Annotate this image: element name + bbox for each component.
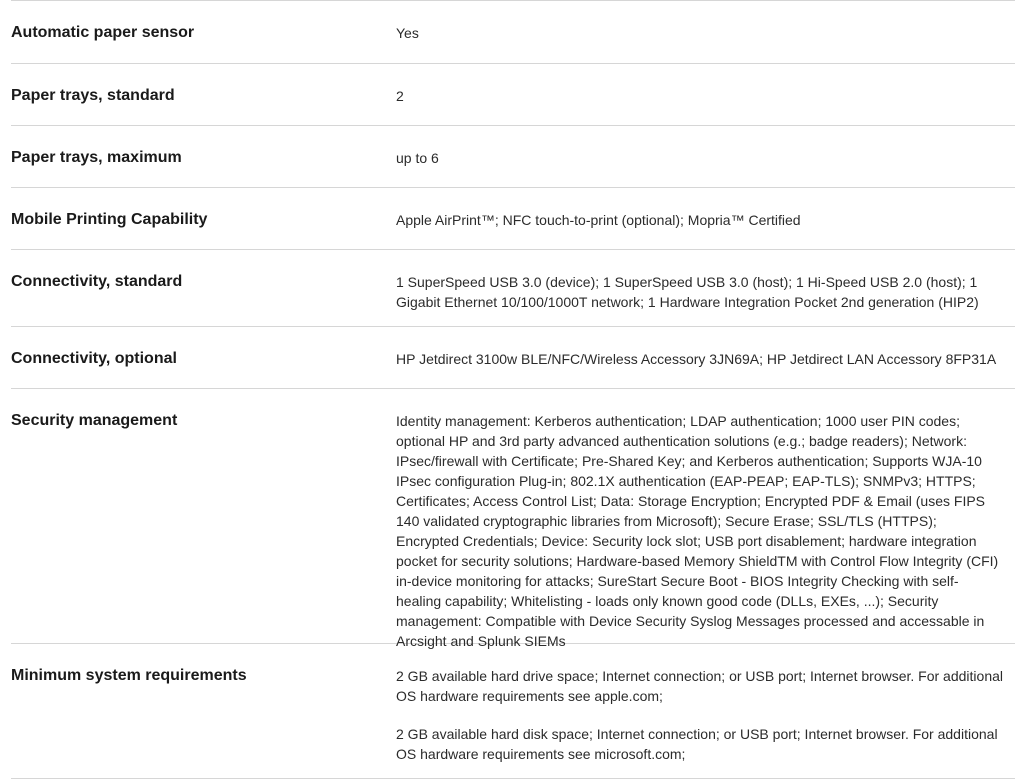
spec-value: Yes	[396, 25, 419, 41]
spec-label: Mobile Printing Capability	[11, 211, 208, 228]
spec-row-automatic-paper-sensor	[11, 1, 1015, 64]
spec-value: Apple AirPrint™; NFC touch-to-print (optional); Mopria™ Certified	[396, 212, 801, 228]
spec-row-connectivity-standard	[11, 250, 1015, 327]
spec-label: Connectivity, optional	[11, 350, 177, 367]
spec-value-paragraph: 2 GB available hard disk space; Internet connection; or USB port; Internet browser. For additional OS hardware requirements see microsoft.com;	[396, 726, 998, 762]
spec-row-mobile-printing	[11, 188, 1015, 250]
spec-row-security-management	[11, 389, 1015, 649]
spec-value: up to 6	[396, 150, 439, 166]
spec-label: Minimum system requirements	[11, 667, 247, 684]
spec-value: HP Jetdirect 3100w BLE/NFC/Wireless Accessory 3JN69A; HP Jetdirect LAN Accessory 8FP31A	[396, 351, 997, 367]
spec-value: 1 SuperSpeed USB 3.0 (device); 1 SuperSpeed USB 3.0 (host); 1 Hi-Speed USB 2.0 (host); 1 Gigabit Ethernet 10/100/1000T network; 1 Hardware Integration Pocket 2nd generation (HIP2)	[396, 274, 979, 310]
spec-label: Paper trays, standard	[11, 87, 175, 104]
spec-row-paper-trays-maximum	[11, 126, 1015, 188]
spec-row-paper-trays-standard	[11, 64, 1015, 126]
spec-label: Security management	[11, 412, 178, 429]
spec-value: 2	[396, 88, 404, 104]
spec-label: Connectivity, standard	[11, 273, 183, 290]
spec-row-minimum-system-requirements	[11, 644, 1015, 779]
spec-value-paragraph: 2 GB available hard drive space; Internet connection; or USB port; Internet browser. For additional OS hardware requirements see apple.com;	[396, 668, 1003, 704]
spec-label: Automatic paper sensor	[11, 24, 195, 41]
spec-row-connectivity-optional	[11, 327, 1015, 389]
spec-value	[396, 644, 1015, 778]
spec-label: Paper trays, maximum	[11, 149, 182, 166]
spec-table	[11, 0, 1015, 779]
spec-value: Identity management: Kerberos authentication; LDAP authentication; 1000 user PIN codes; optional HP and 3rd party advanced authentication solutions (e.g.; badge readers); Network: IPsec/firewall with Certificate; Pre-Shared Key; and Kerberos authentication; Supports WJA-10 IPsec configuration Plug-in; 802.1X authentication (EAP-PEAP; EAP-TLS); SNMPv3; HTTPS; Certificates; Access Control List; Data: Storage Encryption; Encrypted PDF & Email (uses FIPS 140 validated cryptographic libraries from Microsoft); Secure Erase; SSL/TLS (HTTPS); Encrypted Credentials; Device: Security lock slot; USB port disablement; hardware integration pocket for security solutions; Hardware-based Memory ShieldTM with Control Flow Integrity (CFI) in-device monitoring for attacks; SureStart Secure Boot - BIOS Integrity Checking with self-healing capability; Whitelisting - loads only known good code (DLLs, EXEs, ...); Security management: Compatible with Device Security Syslog Messages processed and accessable in Arcsight and Splunk SIEMs	[396, 413, 999, 649]
